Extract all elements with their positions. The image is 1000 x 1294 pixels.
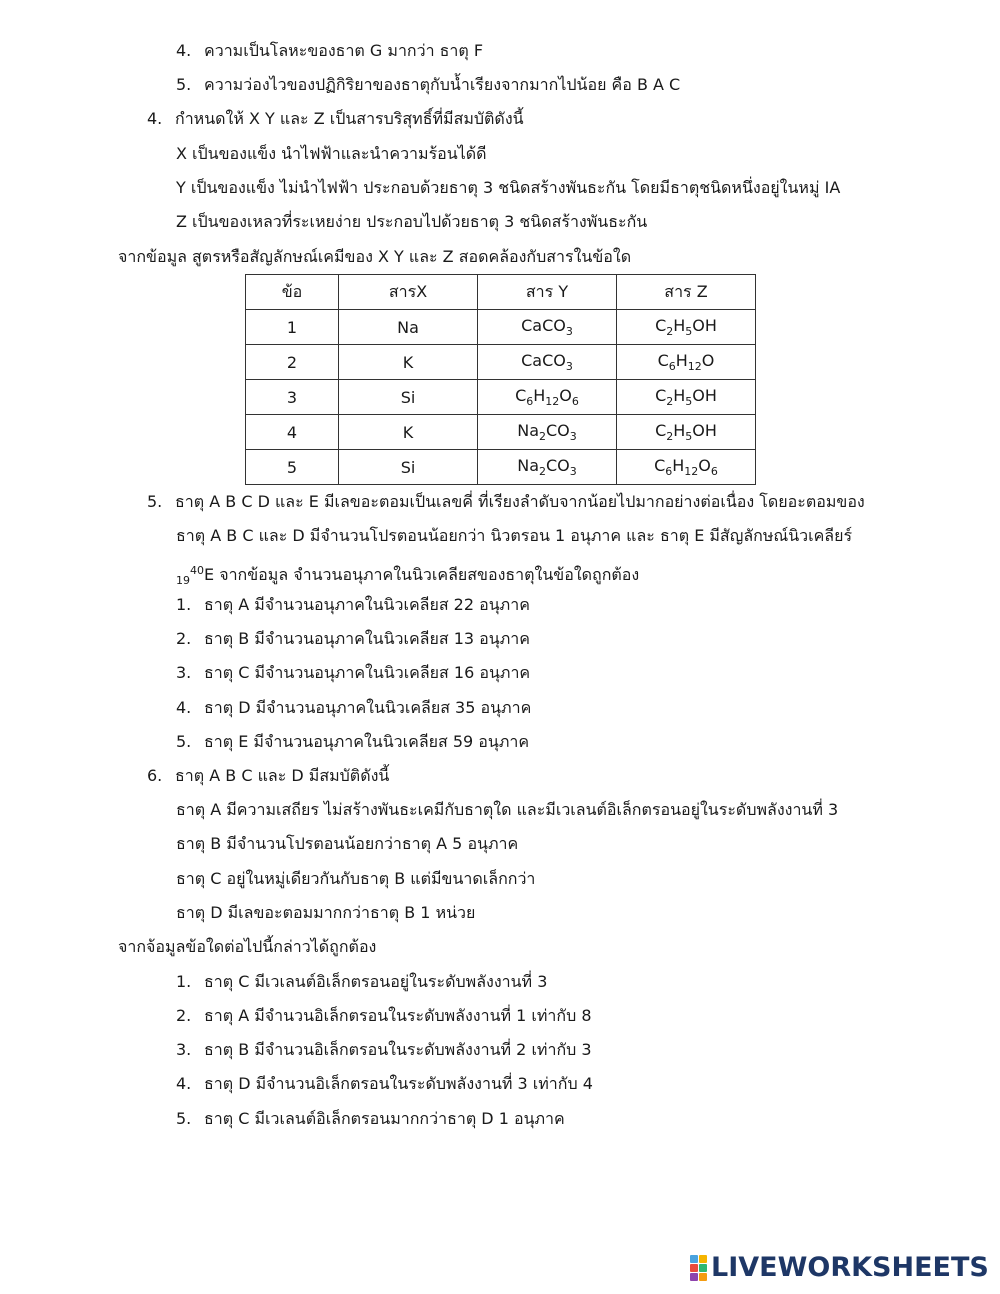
row-number: 1 bbox=[246, 310, 339, 345]
option-text: ธาตุ A มีจำนวนอิเล็กตรอนในระดับพลังงานที่ 1 เท่ากับ 8 bbox=[204, 1006, 592, 1025]
q6-question: จากจ้อมูลข้อใดต่อไปนี้กล่าวได้ถูกต้อง bbox=[118, 937, 377, 956]
q6-prop-d: ธาตุ D มีเลขอะตอมมากกว่าธาตุ B 1 หน่วย bbox=[176, 903, 476, 922]
question-number: 6. bbox=[147, 766, 163, 785]
table-row bbox=[246, 380, 756, 415]
q6-option-4 bbox=[176, 1073, 593, 1095]
option-number: 5. bbox=[176, 75, 192, 94]
row-number: 3 bbox=[246, 380, 339, 415]
row-number: 2 bbox=[246, 345, 339, 380]
option-text: ธาตุ C มีเวเลนต์อิเล็กตรอนมากกว่าธาตุ D 1 อนุภาค bbox=[204, 1109, 565, 1128]
option-number: 5. bbox=[176, 732, 192, 751]
substance-x: K bbox=[339, 345, 478, 380]
q4-stem bbox=[147, 108, 524, 130]
option-text: ความเป็นโลหะของธาต G มากว่า ธาตุ F bbox=[204, 41, 484, 60]
substance-z: $C_2H_5OH$ bbox=[617, 380, 756, 415]
option-number: 4. bbox=[176, 1074, 192, 1093]
q4-prop-x: X เป็นของแข็ง นำไฟฟ้าและนำความร้อนได้ดี bbox=[176, 144, 487, 163]
substance-x: Si bbox=[339, 450, 478, 485]
q6-option-2 bbox=[176, 1005, 592, 1027]
row-number: 4 bbox=[246, 415, 339, 450]
option-number: 4. bbox=[176, 698, 192, 717]
q6-option-1 bbox=[176, 971, 547, 993]
question-number: 5. bbox=[147, 492, 163, 511]
table-row bbox=[246, 345, 756, 380]
q5-option-2 bbox=[176, 628, 530, 650]
q5-option-1 bbox=[176, 594, 530, 616]
header-cell: สาร Y bbox=[478, 275, 617, 310]
option-text: ธาตุ D มีจำนวนอนุภาคในนิวเคลียส 35 อนุภาค bbox=[204, 698, 532, 717]
q6-option-3 bbox=[176, 1039, 592, 1061]
q5-option-5 bbox=[176, 731, 529, 753]
question-number: 4. bbox=[147, 109, 163, 128]
option-number: 3. bbox=[176, 1040, 192, 1059]
q3-option-5 bbox=[176, 74, 680, 96]
option-text: ธาตุ B มีจำนวนอนุภาคในนิวเคลียส 13 อนุภาค bbox=[204, 629, 530, 648]
substance-y: $Na_2CO_3$ bbox=[478, 415, 617, 450]
liveworksheets-logo[interactable] bbox=[690, 1252, 989, 1283]
q6-stem bbox=[147, 765, 389, 787]
q5-stem-line1 bbox=[147, 491, 865, 513]
q3-option-4 bbox=[176, 40, 483, 62]
option-text: ธาตุ A มีจำนวนอนุภาคในนิวเคลียส 22 อนุภาค bbox=[204, 595, 530, 614]
question-stem-text: จากข้อมูล จำนวนอนุภาคในนิวเคลียสของธาตุในข้อใดถูกต้อง bbox=[214, 565, 640, 584]
substance-z: $C_2H_5OH$ bbox=[617, 415, 756, 450]
row-number: 5 bbox=[246, 450, 339, 485]
option-text: ความว่องไวของปฏิกิริยาของธาตุกับน้ำเรียงจากมากไปน้อย คือ B A C bbox=[204, 75, 681, 94]
logo-mark-icon bbox=[690, 1255, 707, 1281]
table-row bbox=[246, 415, 756, 450]
substance-y: CaCO$_3$ bbox=[478, 310, 617, 345]
substance-table bbox=[245, 274, 756, 485]
q4-question: จากข้อมูล สูตรหรือสัญลักษณ์เคมีของ X Y และ Z สอดคล้องกับสารในข้อใด bbox=[118, 247, 632, 266]
option-number: 3. bbox=[176, 663, 192, 682]
q5-option-3 bbox=[176, 662, 530, 684]
question-stem-text: กำหนดให้ X Y และ Z เป็นสารบริสุทธิ์ที่มีสมบัติดังนี้ bbox=[175, 109, 524, 128]
question-stem-text: ธาตุ A B C D และ E มีเลขอะตอมเป็นเลขคี่ ที่เรียงลำดับจากน้อยไปมากอย่างต่อเนื่อง โดยอะตอมของ bbox=[175, 492, 865, 511]
option-text: ธาตุ B มีจำนวนอิเล็กตรอนในระดับพลังงานที่ 2 เท่ากับ 3 bbox=[204, 1040, 592, 1059]
header-cell: ข้อ bbox=[246, 275, 339, 310]
q6-prop-a: ธาตุ A มีความเสถียร ไม่สร้างพันธะเคมีกับธาตุใด และมีเวเลนต์อิเล็กตรอนอยู่ในระดับพลังงานที่ 3 bbox=[176, 800, 839, 819]
substance-z: $C_6H_{12}O$ bbox=[617, 345, 756, 380]
q6-prop-c: ธาตุ C อยู่ในหมู่เดียวกันกับธาตุ B แต่มีขนาดเล็กกว่า bbox=[176, 869, 536, 888]
q5-stem-line2: ธาตุ A B C และ D มีจำนวนโปรตอนน้อยกว่า นิวตรอน 1 อนุภาค และ ธาตุ E มีสัญลักษณ์นิวเคลียร์ bbox=[176, 526, 853, 545]
option-text: ธาตุ C มีจำนวนอนุภาคในนิวเคลียส 16 อนุภาค bbox=[204, 663, 531, 682]
option-number: 1. bbox=[176, 972, 192, 991]
substance-x: Na bbox=[339, 310, 478, 345]
substance-y: $Na_2CO_3$ bbox=[478, 450, 617, 485]
header-cell: สารX bbox=[339, 275, 478, 310]
nuclear-atomic-number: 19 bbox=[176, 574, 190, 587]
q5-option-4 bbox=[176, 697, 531, 719]
q6-prop-b: ธาตุ B มีจำนวนโปรตอนน้อยกว่าธาตุ A 5 อนุภาค bbox=[176, 834, 519, 853]
substance-z: $C_6H_{12}O_6$ bbox=[617, 450, 756, 485]
q4-prop-z: Z เป็นของเหลวที่ระเหยง่าย ประกอบไปด้วยธาตุ 3 ชนิดสร้างพันธะกัน bbox=[176, 212, 648, 231]
option-number: 2. bbox=[176, 629, 192, 648]
table-row bbox=[246, 450, 756, 485]
brand-name: LIVEWORKSHEETS bbox=[711, 1252, 989, 1283]
option-number: 4. bbox=[176, 41, 192, 60]
substance-x: K bbox=[339, 415, 478, 450]
option-number: 2. bbox=[176, 1006, 192, 1025]
q5-stem-line3 bbox=[176, 560, 639, 592]
option-number: 5. bbox=[176, 1109, 192, 1128]
option-text: ธาตุ E มีจำนวนอนุภาคในนิวเคลียส 59 อนุภาค bbox=[204, 732, 530, 751]
q6-option-5 bbox=[176, 1108, 565, 1130]
substance-z: $C_2H_5OH$ bbox=[617, 310, 756, 345]
nuclear-mass-number: 40 bbox=[190, 564, 204, 577]
option-text: ธาตุ C มีเวเลนต์อิเล็กตรอนอยู่ในระดับพลังงานที่ 3 bbox=[204, 972, 548, 991]
option-number: 1. bbox=[176, 595, 192, 614]
substance-x: Si bbox=[339, 380, 478, 415]
question-stem-text: ธาตุ A B C และ D มีสมบัติดังนี้ bbox=[175, 766, 390, 785]
header-cell: สาร Z bbox=[617, 275, 756, 310]
table-row bbox=[246, 310, 756, 345]
table-header-row bbox=[246, 275, 756, 310]
substance-y: $C_6H_{12}O_6$ bbox=[478, 380, 617, 415]
option-text: ธาตุ D มีจำนวนอิเล็กตรอนในระดับพลังงานที่ 3 เท่ากับ 4 bbox=[204, 1074, 593, 1093]
nuclear-symbol: E bbox=[204, 565, 215, 584]
substance-y: CaCO$_3$ bbox=[478, 345, 617, 380]
q4-prop-y: Y เป็นของแข็ง ไม่นำไฟฟ้า ประกอบด้วยธาตุ 3 ชนิดสร้างพันธะกัน โดยมีธาตุชนิดหนึ่งอยู่ในหมู่ IA bbox=[176, 178, 841, 197]
